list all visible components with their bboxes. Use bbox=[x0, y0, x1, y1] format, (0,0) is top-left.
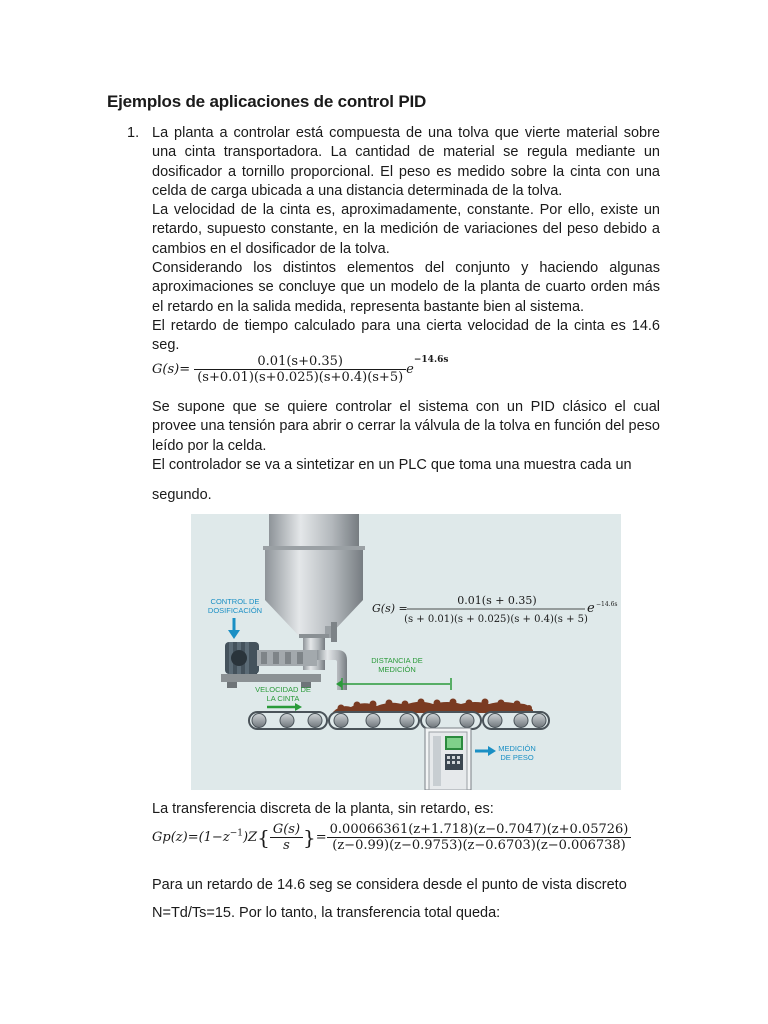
label-control-line2: DOSIFICACIÓN bbox=[207, 606, 263, 615]
list-number: 1. bbox=[127, 125, 140, 141]
label-distance-line2: MEDICIÓN bbox=[378, 665, 416, 674]
label-speed-line2: LA CINTA bbox=[266, 694, 300, 703]
load-cell-unit bbox=[425, 728, 471, 790]
figure-eq-exponent: −14.6s bbox=[596, 601, 618, 608]
label-measure-line1: MEDICIÓN bbox=[498, 744, 536, 753]
label-measure-line2: DE PESO bbox=[500, 753, 534, 762]
paragraph-model: Considerando los distintos elementos del conjunto y haciendo algunas aproximaciones se concluye que un modelo de la planta de cuarto orden más el retardo en la salida medida, representa bastante bien al sistema. bbox=[152, 260, 660, 315]
equation-exponent: −14.6s bbox=[413, 354, 449, 365]
plant-diagram bbox=[191, 514, 621, 790]
figure-eq-denominator: (s + 0.01)(s + 0.025)(s + 0.4)(s + 5) bbox=[404, 614, 588, 625]
label-speed-line1: VELOCIDAD DE bbox=[255, 685, 311, 694]
eq2-inner-numerator: G(s) bbox=[270, 822, 303, 838]
paragraph-plant-description: La planta a controlar está compuesta de una tolva que vierte material sobre una cinta transportadora. La cantidad de material se regula mediante un dosificador a tornillo proporcional. El peso es medido sobre la cinta con una celda de carga ubicada a una distancia determinada de la tolva. bbox=[152, 125, 660, 199]
label-control-line1: CONTROL DE bbox=[210, 597, 260, 606]
paragraph-delay-discrete: Para un retardo de 14.6 seg se considera desde el punto de vista discreto bbox=[152, 877, 627, 893]
figure-eq-exp-base: e bbox=[587, 601, 595, 616]
discrete-transfer-equation: $Gp(z)=(1-z^{-1})Z${ $\frac{G(s)}{s}$ }= $\frac{0.00066361(z+1.718)(z-0.7047)(z+0.05726)}{(z-0.99)(z-0.9753)(z-0.6703)(z-0.006738)}$ bbox=[152, 822, 631, 853]
paragraph-plc-continued: segundo. bbox=[152, 487, 212, 503]
eq2-numerator: 0.00066361(z+1.718)(z−0.7047)(z+0.05726) bbox=[327, 822, 632, 838]
equation-lhs: G(s)= bbox=[152, 362, 191, 377]
eq2-lhs-z: )Z bbox=[242, 830, 258, 845]
eq2-inner-fraction bbox=[270, 822, 303, 853]
eq2-inner-denominator: s bbox=[283, 838, 290, 853]
label-distance-line1: DISTANCIA DE bbox=[371, 656, 423, 665]
paragraph-delay: El retardo de tiempo calculado para una cierta velocidad de la cinta es 14.6 seg. bbox=[152, 318, 660, 354]
figure-eq-numerator: 0.01(s + 0.35) bbox=[457, 594, 537, 607]
eq2-equals: = bbox=[315, 830, 327, 845]
paragraph-belt-speed: La velocidad de la cinta es, aproximadamente, constante. Por ello, existe un retardo, supuesto constante, en la medición de variaciones del peso debido a cambios en el dosificador de la tolva. bbox=[152, 202, 660, 257]
transfer-function-equation bbox=[152, 354, 448, 385]
equation-denominator: (s+0.01)(s+0.025)(s+0.4)(s+5) bbox=[197, 370, 404, 385]
paragraph-plc: El controlador se va a sintetizar en un PLC que toma una muestra cada un bbox=[152, 457, 632, 473]
equation-numerator: 0.01(s+0.35) bbox=[194, 354, 406, 370]
figure-eq-lhs: G(s) = bbox=[372, 602, 408, 615]
paragraph-pid: Se supone que se quiere controlar el sistema con un PID clásico el cual provee una tensión para abrir o cerrar la válvula de la tolva en función del peso leído por la celda. bbox=[152, 399, 660, 454]
eq2-lhs-exponent: −1 bbox=[229, 828, 243, 839]
equation-fraction bbox=[194, 354, 406, 385]
paragraph-discrete: La transferencia discreta de la planta, sin retardo, es: bbox=[152, 801, 494, 817]
equation-exp-base: e bbox=[406, 362, 414, 377]
eq2-denominator: (z−0.99)(z−0.9753)(z−0.6703)(z−0.006738) bbox=[332, 838, 626, 853]
page-title: Ejemplos de aplicaciones de control PID bbox=[107, 92, 427, 111]
eq2-fraction bbox=[327, 822, 632, 853]
paragraph-total-transfer: N=Td/Ts=15. Por lo tanto, la transferencia total queda: bbox=[152, 905, 501, 921]
eq2-lhs: Gp(z)=(1−z bbox=[152, 830, 230, 845]
